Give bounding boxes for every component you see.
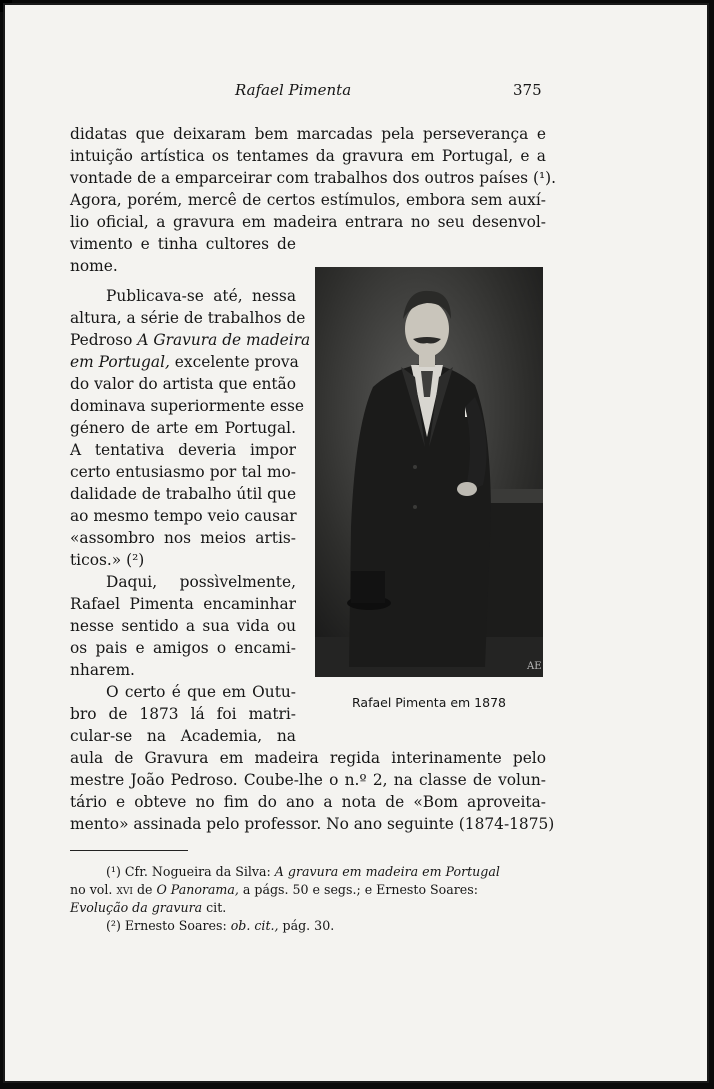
text-line: nharem.: [70, 661, 135, 679]
monogram: AE: [527, 661, 542, 672]
text-line: lio oficial, a gravura em madeira entrara no seu desenvol-: [70, 213, 546, 231]
text-line: dominava superiormente esse: [70, 397, 304, 415]
text-line: [70, 329, 311, 351]
text-line: mestre João Pedroso. Coube-lhe o n.º 2, na classe de volun-: [70, 771, 546, 789]
footnote-marker: (²): [106, 918, 121, 933]
photo-caption: Rafael Pimenta em 1878: [352, 695, 506, 710]
book-title: O Panorama,: [156, 882, 239, 897]
text-line: bro de 1873 lá foi matri-: [70, 705, 296, 723]
text-span: Cfr. Nogueira da Silva:: [124, 864, 271, 879]
text-line: os pais e amigos o encami-: [70, 639, 296, 657]
footnote-1-line-3: [70, 899, 546, 917]
work-abbrev: ob. cit.,: [230, 918, 279, 933]
text-line: cular-se na Academia, na: [70, 727, 296, 745]
text-line: Publicava-se até, nessa: [106, 287, 296, 305]
text-line: O certo é que em Outu-: [106, 683, 296, 701]
portrait-illustration: [315, 267, 543, 677]
footnotes: [70, 863, 546, 935]
text-line: tário e obteve no fim do ano a nota de «Bom aproveita-: [70, 793, 546, 811]
volume-number: xvi: [116, 882, 133, 897]
book-title: em Portugal,: [70, 353, 170, 371]
paragraph-2: [70, 285, 311, 747]
text-span: a págs. 50 e segs.; e Ernesto Soares:: [242, 882, 478, 897]
text-line: didatas que deixaram bem marcadas pela perseverança e: [70, 125, 546, 143]
text-span: Pedroso: [70, 331, 133, 349]
book-title: Evolução da gravura: [70, 900, 203, 915]
text-span: no vol.: [70, 882, 113, 897]
text-line: vimento e tinha cultores de: [70, 235, 296, 253]
text-line: A tentativa deveria impor: [70, 441, 296, 459]
text-span: pág. 30.: [282, 918, 335, 933]
footnote-marker: (¹): [106, 864, 121, 879]
text-span: de: [136, 882, 153, 897]
book-title: A gravura em madeira em Portugal: [274, 864, 500, 879]
text-line: Rafael Pimenta encaminhar: [70, 595, 296, 613]
text-line: mento» assinada pelo professor. No ano seguinte (1874-1875): [70, 815, 555, 833]
text-line: dalidade de trabalho útil que: [70, 485, 297, 503]
footnote-rule: [70, 850, 188, 851]
text-line: intuição artística os tentames da gravura em Portugal, e a: [70, 147, 546, 165]
text-line: «assombro nos meios artis-: [70, 529, 296, 547]
text-line: Agora, porém, mercê de certos estímulos, embora sem auxí-: [70, 191, 546, 209]
footnote-1-line-2: [70, 881, 546, 899]
page-number: 375: [513, 81, 542, 99]
text-line: género de arte em Portugal.: [70, 419, 296, 437]
text-span: Ernesto Soares:: [124, 918, 227, 933]
text-line: vontade de a emparceirar com trabalhos dos outros países (¹).: [70, 169, 557, 187]
text-line: certo entusiasmo por tal mo-: [70, 463, 296, 481]
text-line: Daqui, possìvelmente,: [106, 573, 296, 591]
book-page: [3, 3, 709, 1083]
text-line: nesse sentido a sua vida ou: [70, 617, 296, 635]
coat-button: [413, 465, 417, 469]
top-hat-crown: [351, 571, 385, 603]
text-span: excelente prova: [174, 353, 299, 371]
paragraph-4: [70, 747, 555, 835]
text-line: do valor do artista que então: [70, 375, 296, 393]
text-line: altura, a série de trabalhos de: [70, 309, 306, 327]
portrait-photo: [315, 267, 543, 677]
text-line: ao mesmo tempo veio causar: [70, 507, 297, 525]
text-line: ticos.» (²): [70, 551, 145, 569]
neck: [419, 353, 435, 367]
face: [405, 301, 449, 357]
footnote-2: [70, 917, 546, 935]
footnote-1: [70, 863, 546, 881]
text-span: cit.: [206, 900, 227, 915]
text-line: [70, 351, 299, 373]
hand: [457, 482, 477, 496]
book-title: A Gravura de madeira: [137, 331, 311, 349]
text-line: nome.: [70, 257, 118, 275]
running-head: Rafael Pimenta: [235, 81, 352, 99]
coat-button: [413, 505, 417, 509]
text-line: aula de Gravura em madeira regida interinamente pelo: [70, 749, 546, 767]
paragraph-1: [70, 123, 557, 277]
